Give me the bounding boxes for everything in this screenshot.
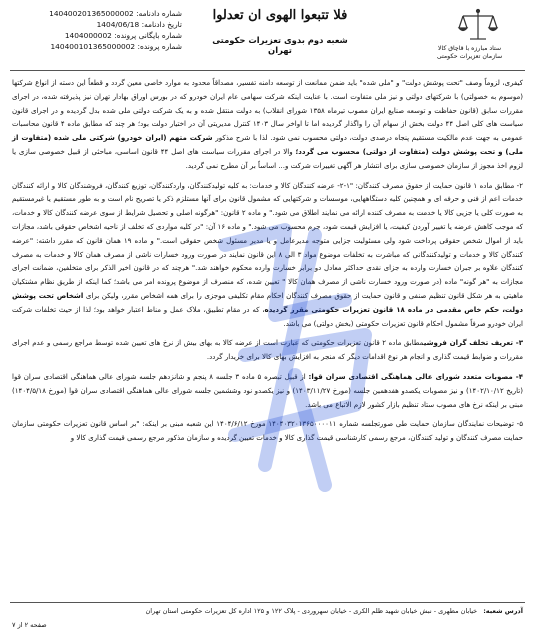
meta-row-archive-number: شماره بایگانی پرونده: 1404000002	[64, 31, 182, 40]
meta-row-verdict-date: تاریخ دادنامه: 1404/06/18	[96, 20, 182, 29]
quranic-motto: فلا تتبعوا الهوی ان تعدلوا	[212, 8, 348, 23]
page-number: صفحه ۲ از ۷	[12, 621, 47, 629]
footer-divider	[10, 602, 525, 603]
organization-name: ستاد مبارزه با قاچاق کالا سازمان تعزیرات حکومتی	[436, 45, 503, 60]
paragraph-2: ۲- مطابق ماده ۱ قانون حمایت از حقوق مصرف کنندگان: "۱-۲- عرضه کنندگان کالا و خدمات: به کلیه تولیدکنندگان، واردکنندگان، توزیع کنندگان، فروشندگان کالا و ارائه کنندگان خدمات اعم از فنی و حرفه ای و همچنین کلیه دستگاههایی، موسسات و شرکتهایی که مشمول قانون برای آنها مستلزم ذکر یا تصریح نام است و به طور مستقیم یا غیرمستقیم به صورت کلی یا جزیی کالا یا خدمت به مصرف کننده ارائه می نمایند اطلاق می شود." و ماده ۲ قانون: "هرگونه اصلی و تحصیل شرایط از سوی عرضه کنندگان کالا و خدمات، که موجب کاهش عرضه یا تغییر آوردن کیفیت، یا افزایش قیمت شود، جرم محسوب می شود." و ماده ۱۶ آن: "در کلیه مواردی که تخلف از ناحیه اشخاص حقوقی باشد، مجازات باید از اموال شخص حقوقی پرداخت شود ولی مسئولیت جزایی متوجه مدیرعامل و یا مدیر مسئول شخص حقوقی است." و ماده ۱۹ همان قانون که مقرر داشته: "عرضه کنندگان کالا و خدمات و تولیدکنندگانی که مباشرت به تخلفات موضوع مواد ۳ الی ۸ این قانون نمایند در صورت ورود خسارات ناشی از مصرف همان کالا و خدمات به مصرف کنندگان علاوه بر جبران خسارت وارده به جزای نقدی حداکثر معادل دو برابر خسارت وارده محکوم خواهند شد." هرچند که در قانون اخیر الذکر برای متخلفین، ضمانت اجرای مجازات به "هر گونه" ماده (در صورت ورود خسارت ناشی از مصرف همان کالا " تعیین شده، که منصرف از موضوع پرونده امر می باشد؛ کما اینکه از طریق نظام مشتکیان ماهیتی به هر شکل قانون تنظیم صنفی و قانون حمایت از حقوق مصرف کنندگان احکام مقام تکلیفی موجزی را برای همه اشخاص مقرر، ولیکن برای اشخاص تحت پوشش دولت، حکم خاص مقدمی در ماده ۱۸ قانون تعزیرات حکومتی مقرر گردیده، که در مقام تطبیق، ملاک عمل و مناط اعتبار خواهد بود؛ لذا از حیث تخلفات شرکت ایران خودرو صرفاً مشمول احکام قانون تعزیرات حکومتی (بخش دولتی) می باشد.	[12, 180, 524, 328]
meta-row-verdict-number: شماره دادنامه: 140400201365000002	[49, 9, 182, 18]
verdict-body	[12, 76, 523, 451]
case-metadata	[12, 8, 182, 52]
branch-title: شعبه دوم بدوی تعزیرات حکومتی تهران	[212, 35, 348, 55]
paragraph-1: کیفری، لزوماً وصف "تحت پوشش دولت" و "ملی شده" باید ضمن ممانعت از توسعه دامنه تفسیر، مصداقاً محدود به موارد خاصی معین گردد و قطعاً این دسته از انواع شرکتها (موسوم به خصولتی) با شرکتهای دولتی و نیز ملی متفاوت است. با عنایت اینکه شرکت سهامی عام ایران خودرو که در بورس اوراق بهادار تهران نیز پذیرفته شده، در اجرای مقررات سابق (قانون حفاظت و توسعه صنایع ایران مصوب تیرماه ۱۳۵۸ شورای انقلاب) به دولت منتقل شده و به یک شرکت دولتی ملی شده بدل گردیده و در اجرای قانون سیاست های کلی اصل ۴۴ دولت بخش از سهام آن را واگذار گردیده اما تا اواخر سال ۱۴۰۳ کنترل مدیریتی آن در اختیار دولت بود؛ هر چند که مطابق ماده ۴ قانون محاسبات عمومی به جهت عدم مالکیت مستقیم پنجاه درصدی دولت، دولتی محسوب نمی شود. لذا با شرح مذکور شرکت متهم (ایران خودرو) شرکتی ملی شده (متفاوت از ملی) و تحت پوشش دولت (متفاوت از دولتی) محسوب می گردد؛ والا در اجرای مقررات سیاست های اصل ۴۴ قانون اساسی، مباحثی از قبیل خصوصی سازی یا لزوم اخذ مجوز از سازمان خصوصی سازی برای انتشار هر آگهی تغییرات شرکت و... اساساً بر آن مطرح نمی گردید.	[12, 78, 523, 170]
scales-of-justice-icon	[456, 8, 500, 44]
footer-address: آدرس شعبه:خیابان مطهری - نبش خیابان شهید ظلم الکری - خیابان سهروردی - پلاک ۱۲۲ و ۱۲۵ اداره کل تعزیرات حکومتی استان تهران	[145, 607, 523, 615]
paragraph-4: ۴- مصوبات متعدد شورای عالی هماهنگی اقتصادی سران قوا: از قبیل تبصره ۵ ماده ۳ جلسه ۸ پنجم و شانزدهم جلسه شورای عالی هماهنگی اقتصادی سران قوا (تاریخ ۱۴۰۲/۱۰/۱۲) و نیز مصوبات یکصدو هفدهمین جلسه (مورخ ۱۴۰۳/۱۱/۲۷) و نیز یکصدو نود وششمین جلسه شورای عالی هماهنگی اقتصادی سران قوا (مورخ ۱۴۰۴/۵/۱۸) مبنی بر اینکه نرخ های مصوب ستاد تنظیم بازار کشور لازم الاتباع می باشد.	[12, 371, 524, 409]
paragraph-5: ۵- توضیحات نمایندگان سازمان حمایت طی صورتجلسه شماره ۱۴۰۴۰۳۲۰۱۳۶۵۰۰۰۰۱۱ مورخ ۱۴۰۴/۶/۱۲ این شعبه مبنی بر اینکه: "بر اساس قانون تعزیرات حکومتی سازمان حمایت مصرف کنندگان و تولید کنندگان، مرجع رسمی کارشناسی قیمت گذاری کالا و خدمات تعیین گردیده و سازمان مذکور مرجع رسمی قیمت گذاری کالا و	[12, 419, 523, 443]
header-divider	[10, 70, 525, 71]
paragraph-3: ۳- تعریف تخلف گران فروشیمطابق ماده ۲ قانون تعزیرات حکومتی که عبارت است از عرضه کالا به بهای بیش از نرخ های تعیین شده توسط مراجع رسمی و عدم اجرای مقررات و ضوابط قیمت گذاری و انجام هر نوع اقدامات دیگر که منجر به افزایش بهای کالا برای خریدار گردد.	[12, 338, 524, 362]
meta-row-case-number: شماره پرونده: 140400101365000002	[50, 42, 182, 51]
